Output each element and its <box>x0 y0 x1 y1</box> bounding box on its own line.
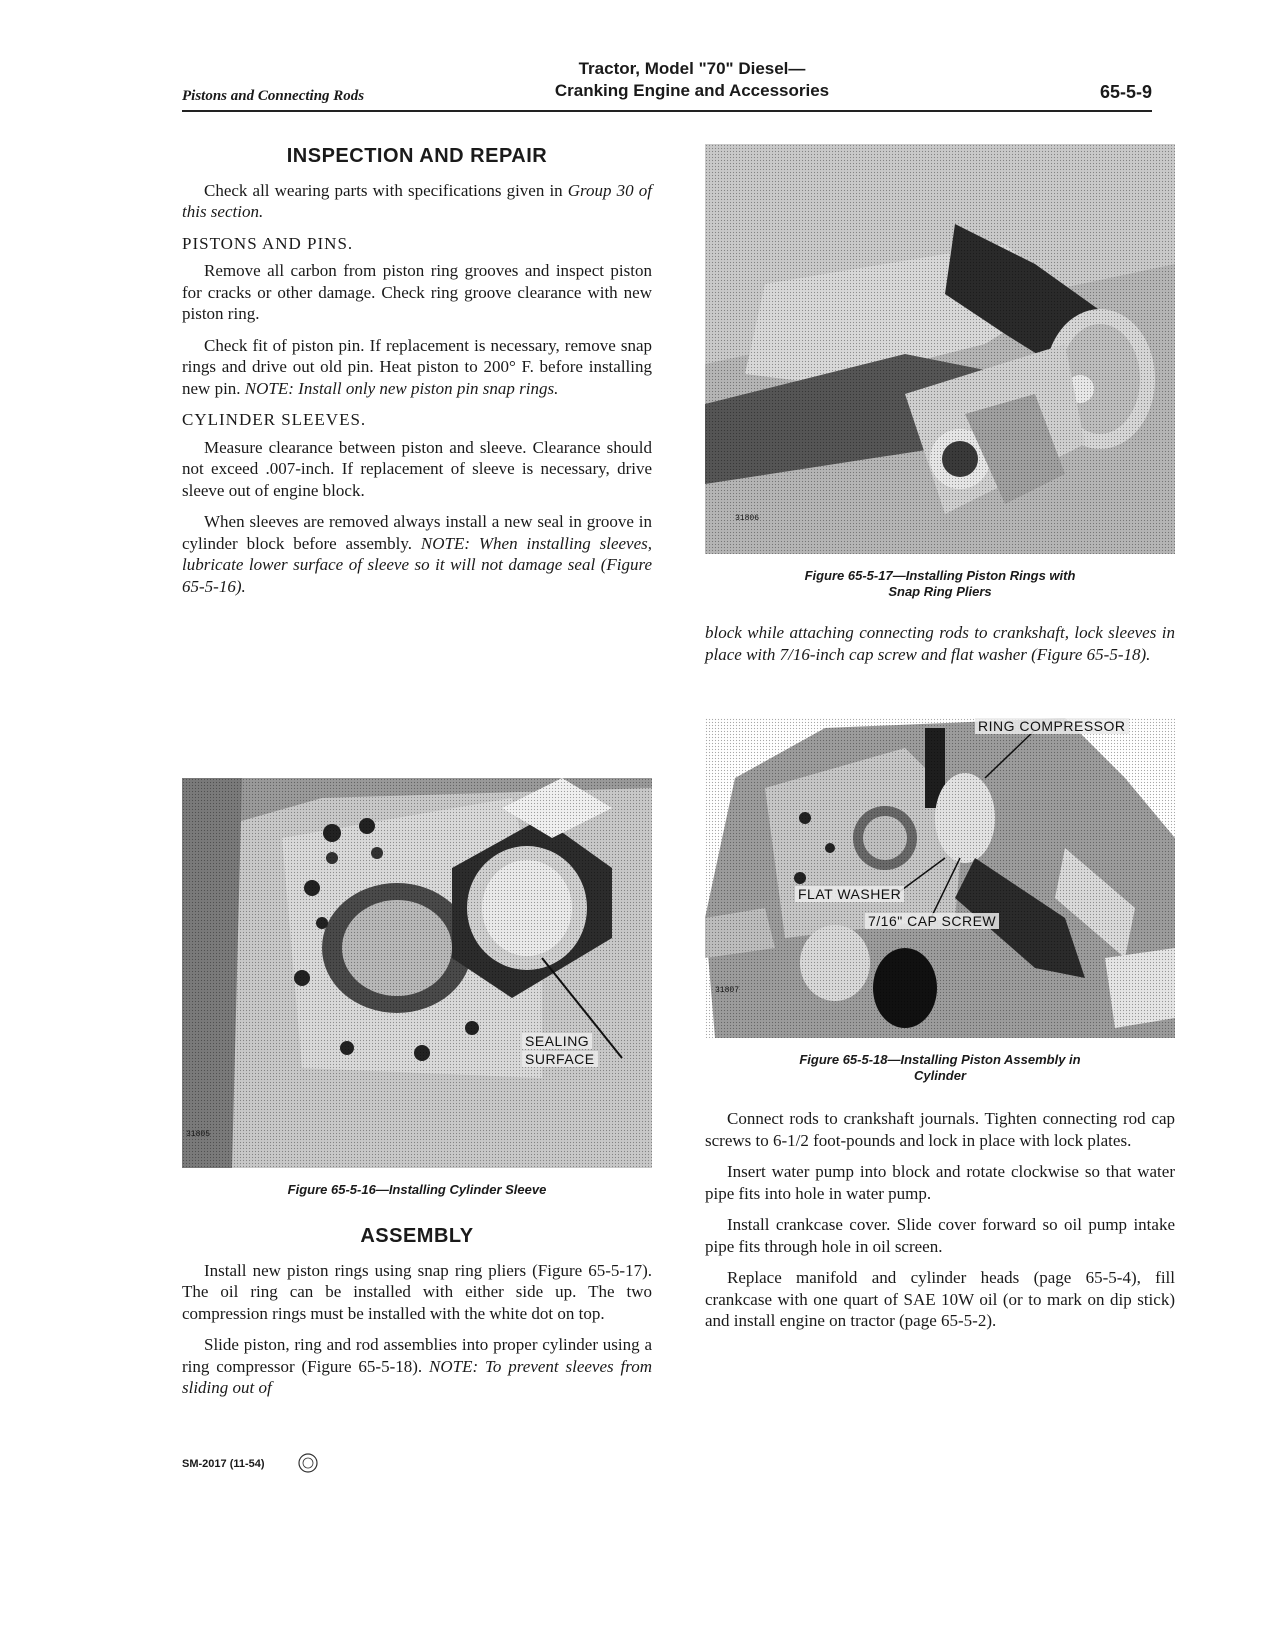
paragraph-water-pump: Insert water pump into block and rotate clockwise so that water pipe fits into hole in water pump. <box>705 1162 1175 1203</box>
label-cap-screw: 7/16" CAP SCREW <box>865 913 999 929</box>
label-flat-washer: FLAT WASHER <box>795 886 904 902</box>
footer-code: SM-2017 (11-54) <box>182 1458 265 1470</box>
figure-17-number: 31806 <box>735 514 760 523</box>
left-column-lower <box>182 1222 652 1409</box>
paragraph-carbon: Remove all carbon from piston ring grooves and inspect piston for cracks or other damage. Check ring groove clearance with new piston ring. <box>182 261 652 323</box>
label-surface: SURFACE <box>522 1051 598 1067</box>
paragraph-slide: Slide piston, ring and rod assemblies into proper cylinder using a ring compressor (Figure 65-5-18). NOTE: To prevent sleeves from sliding out of <box>182 1335 652 1397</box>
union-label-seal-icon <box>297 1452 319 1474</box>
title-line-1: Tractor, Model "70" Diesel— <box>578 59 806 78</box>
right-column-top <box>705 622 1175 675</box>
paragraph-replace: Replace manifold and cylinder heads (page 65-5-4), fill crankcase with one quart of SAE 10W oil (or to mark on dip stick) and install engine on tractor (page 65-5-2). <box>705 1268 1175 1330</box>
figure-17-photo <box>705 144 1175 554</box>
snap-ring-pliers-illustration <box>705 144 1175 554</box>
figure-17-caption <box>705 568 1175 600</box>
label-sealing: SEALING <box>522 1033 592 1049</box>
figure-16-caption: Figure 65-5-16—Installing Cylinder Sleeve <box>287 1182 547 1197</box>
subheading-pistons-pins: PISTONS AND PINS. <box>182 233 354 253</box>
figure-16-number: 31805 <box>186 1130 211 1139</box>
figure-18-caption-line-2: Cylinder <box>913 1068 966 1083</box>
left-column <box>182 142 652 607</box>
paragraph-seal: When sleeves are removed always install a new seal in groove in cylinder block before assembly. NOTE: When installing sleeves, lubricate lower surface of sleeve so it will not damage seal (Figure 65-5-16). <box>182 512 652 596</box>
piston-assembly-illustration <box>705 718 1175 1038</box>
figure-18-photo <box>705 718 1175 1038</box>
header-rule <box>182 110 1152 112</box>
page-number: 65-5-9 <box>1099 82 1152 102</box>
heading-inspection-repair: INSPECTION AND REPAIR <box>286 145 548 167</box>
paragraph-crankcase: Install crankcase cover. Slide cover forward so oil pump intake pipe fits through hole in oil screen. <box>705 1215 1175 1256</box>
figure-18-caption-line-1: Figure 65-5-18—Installing Piston Assembly in <box>799 1052 1081 1067</box>
label-ring-compressor: RING COMPRESSOR <box>975 718 1129 734</box>
document-title <box>512 58 872 102</box>
right-column-lower <box>705 1108 1175 1342</box>
subheading-cylinder-sleeves: CYLINDER SLEEVES. <box>182 410 367 429</box>
paragraph-rings: Install new piston rings using snap ring pliers (Figure 65-5-17). The oil ring can be installed with either side up. The two compression rings must be installed with the white dot on top. <box>182 1260 652 1323</box>
figure-18-caption <box>705 1052 1175 1084</box>
page-header <box>182 58 1152 110</box>
figure-18-number: 31807 <box>715 986 740 995</box>
paragraph-continued: block while attaching connecting rods to crankshaft, lock sleeves in place with 7/16-inch cap screw and flat washer (Figure 65-5-18). <box>705 623 1175 664</box>
heading-assembly: ASSEMBLY <box>360 1225 474 1247</box>
paragraph-check: Check all wearing parts with specifications given in Group 30 of this section. <box>182 180 652 221</box>
paragraph-piston-pin: Check fit of piston pin. If replacement is necessary, remove snap rings and drive out old pin. Heat piston to 200° F. before installing new pin. NOTE: Install only new piston pin snap rings. <box>182 335 652 398</box>
figure-17-caption-line-1: Figure 65-5-17—Installing Piston Rings with <box>804 568 1076 583</box>
section-title: Pistons and Connecting Rods <box>182 88 365 104</box>
paragraph-measure: Measure clearance between piston and sleeve. Clearance should not exceed .007-inch. If replacement of sleeve is necessary, drive sleeve out of engine block. <box>182 437 652 500</box>
figure-17-caption-line-2: Snap Ring Pliers <box>888 584 992 599</box>
cylinder-sleeve-illustration <box>182 778 652 1168</box>
paragraph-connect: Connect rods to crankshaft journals. Tighten connecting rod cap screws to 6-1/2 foot-pounds and lock in place with lock plates. <box>705 1109 1175 1150</box>
figure-16-photo <box>182 778 652 1168</box>
title-line-2: Cranking Engine and Accessories <box>554 81 830 100</box>
